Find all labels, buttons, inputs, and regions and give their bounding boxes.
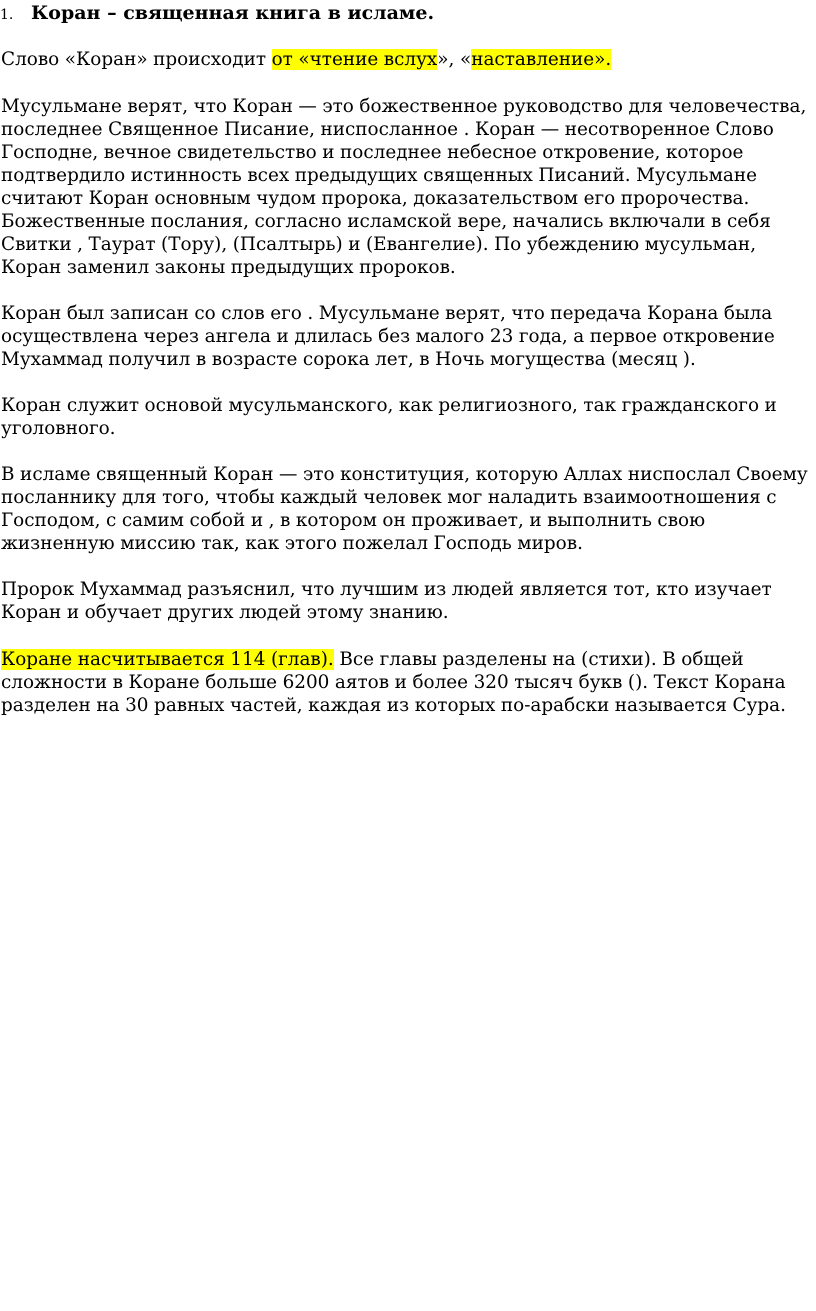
- paragraph-text: Слово «Коран» происходит: [1, 49, 272, 70]
- paragraph-etymology: [1, 48, 814, 71]
- paragraph-text: », «: [437, 49, 472, 70]
- paragraph-belief: Мусульмане верят, что Коран — это божественное руководство для человечества, последнее Священное Писание, ниспосланное . Коран — несотворенное Слово Господне, вечное свидетельство и последнее небесное откровение, которое подтвердило истинность всех предыдущих священных Писаний. Мусульмане считают Коран основным чудом пророка, доказательством его пророчества. Божественные послания, согласно исламской вере, начались включали в себя Свитки , Таурат (Тору), (Псалтырь) и (Евангелие). По убеждению мусульман, Коран заменил законы предыдущих пророков.: [1, 96, 807, 278]
- highlighted-text: Коране насчитывается 114 (глав).: [1, 649, 334, 670]
- paragraph-constitution: В исламе священный Коран — это конституция, которую Аллах ниспослал Своему посланнику для того, чтобы каждый человек мог наладить взаимоотношения с Господом, с самим собой и , в котором он проживает, и выполнить свою жизненную миссию так, как этого пожелал Господь миров.: [1, 464, 808, 554]
- paragraph-law: Коран служит основой мусульманского, как религиозного, так гражданского и уголовного.: [1, 395, 777, 439]
- paragraph-revelation: Коран был записан со слов его . Мусульмане верят, что передача Корана была осуществлена через ангела и длилась без малого 23 года, а первое откровение Мухаммад получил в возрасте сорока лет, в Ночь могущества (месяц ).: [1, 303, 775, 370]
- heading-title: Коран – священная книга в исламе.: [31, 2, 435, 24]
- paragraph-structure: [1, 648, 814, 717]
- highlighted-text: наставление».: [471, 49, 612, 70]
- paragraph-prophet: Пророк Мухаммад разъяснил, что лучшим из людей является тот, кто изучает Коран и обучает других людей этому знанию.: [1, 579, 772, 623]
- highlighted-text: от «чтение вслух: [271, 49, 438, 70]
- section-heading: [0, 1, 810, 27]
- paragraph-text: Все главы разделены на (стихи). В общей сложности в Коране больше 6200 аятов и более 320 тысяч букв (). Текст Корана разделен на 30 равных частей, каждая из которых по-арабски называется Сура.: [1, 649, 786, 716]
- list-number: 1.: [0, 7, 14, 23]
